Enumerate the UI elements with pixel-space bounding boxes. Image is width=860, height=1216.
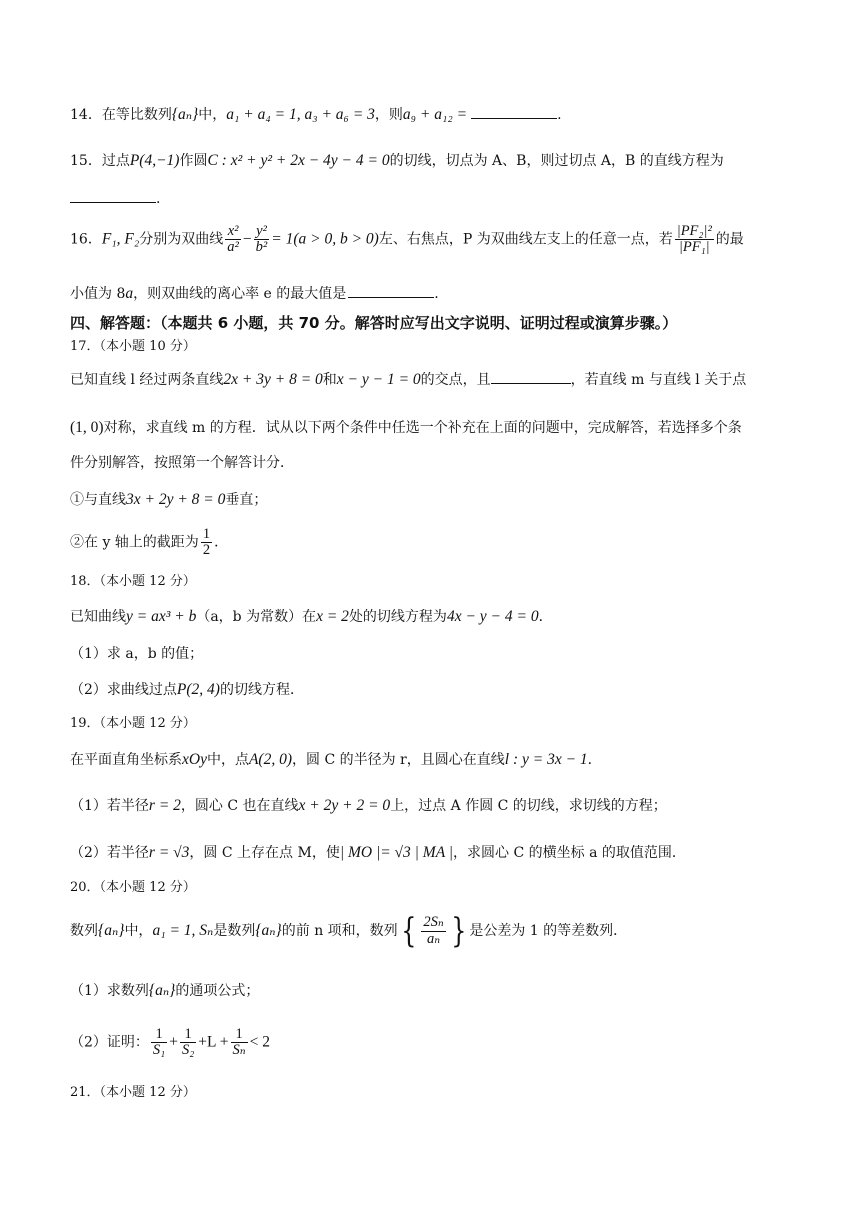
denominator: aₙ [426,930,441,947]
text: 小值为 8 [70,286,126,302]
math-line2: x − y − 1 = 0 [336,371,421,388]
text: 垂直； [225,492,268,508]
text: 在平面直角坐标系 [70,752,182,768]
math-line: x + 2y + 2 = 0 [298,797,391,814]
text: 中， [198,107,227,123]
denominator: 2 [202,542,211,559]
denominator: S₂ [181,1042,195,1059]
answer-blank[interactable] [348,285,434,298]
text: . [557,107,562,123]
question-16-line2 [70,285,800,304]
left-brace-icon: { [400,911,417,951]
math-curve: y = ax³ + b [126,608,197,625]
text: （1）若半径 [70,798,149,814]
question-20-line1 [70,911,800,951]
math-minus: − [242,230,252,248]
question-20-part1 [70,982,800,1001]
question-19-line1 [70,751,800,770]
math-point: P(4,−1) [129,152,180,169]
question-19-part1 [70,797,800,816]
text: ，若直线 m 与直线 l 关于点 [570,372,747,388]
fraction-2sn-an [421,915,445,946]
math-tangent: 4x − y − 4 = 0 [446,608,539,625]
question-17-heading: 17．（本小题 10 分） [70,339,196,354]
answer-blank[interactable] [70,190,156,203]
question-20-part2 [70,1027,800,1058]
text: 对称，求直线 m 的方程．试从以下两个条件中任选一个补充在上面的问题中，完成解答，若选择多个条 [103,420,742,436]
text: （1）求数列 [70,983,149,999]
text: ，则双曲线的离心率 e 的最大值是 [133,286,347,302]
question-20-heading: 20．（本小题 12 分） [70,880,196,895]
text: 中，点 [206,752,249,768]
question-number: 15． [70,153,102,169]
numerator: x² [225,224,241,240]
question-15 [70,152,800,171]
text: 是数列 [213,923,256,939]
math-condition: a₁ + a₄ = 1, a₃ + a₆ = 3 [226,106,375,123]
fraction-y2-b2 [254,224,270,255]
text: 左、右焦点，P 为双曲线左支上的任意一点，若 [378,231,673,248]
math-sequence: {aₙ} [98,922,125,939]
denominator: Sₙ [232,1042,246,1059]
text: 已知曲线 [70,609,126,625]
text: ． [214,534,229,551]
math-equation: = 1(a > 0, b > 0) [271,230,379,248]
fraction-1-s2 [180,1027,196,1058]
question-21-heading: 21．（本小题 12 分） [70,1085,196,1100]
math-init: a₁ = 1, Sₙ [152,922,214,939]
math-radius: r = √3 [148,844,190,861]
math-radius: r = 2 [148,797,181,814]
question-17-line3: 件分别解答，按照第一个解答计分． [70,455,294,471]
question-17-condition-2 [70,527,800,558]
question-14 [70,106,800,125]
question-18-part1: （1）求 a，b 的值； [70,646,204,662]
math-line: l : y = 3x − 1 [504,751,588,768]
fraction-1-s1 [151,1027,167,1058]
text: 和 [322,372,337,388]
math-a: a [125,285,134,302]
text: . [156,191,161,207]
numerator: 1 [231,1027,248,1043]
text: （2）若半径 [70,845,149,861]
text: ，圆心 C 也在直线 [180,798,299,814]
text: 数列 [70,923,98,939]
text: 的通项公式； [175,983,260,999]
question-16 [70,224,800,255]
math-sequence: {aₙ} [171,106,199,123]
answer-blank[interactable] [471,106,557,119]
text: 过点 [101,153,130,169]
numerator: y² [254,224,270,240]
question-19-heading: 19．（本小题 12 分） [70,716,196,731]
text: ，圆 C 上存在点 M，使 [189,845,340,861]
text: 的最 [715,231,744,248]
math-ellipsis: +L + [198,1033,229,1051]
text: （2）证明： [70,1034,149,1051]
text: ，圆 C 的半径为 r，且圆心在直线 [292,752,505,768]
text: ． [538,609,553,625]
math-point: (1, 0) [70,419,104,436]
text: 中， [124,923,153,939]
math-condition: | MO |= √3 | MA | [339,844,454,861]
math-inequality: < 2 [249,1033,271,1051]
math-point: A(2, 0) [248,751,292,768]
text: 是公差为 1 的等差数列． [469,923,628,939]
text: 的前 n 项和，数列 [281,923,398,939]
text: . [434,286,439,302]
question-18-heading: 18．（本小题 12 分） [70,574,196,589]
math-x: x = 2 [316,608,349,625]
numerator: |PF₂|² [676,223,712,239]
math-ask: a₉ + a₁₂ = [402,106,468,123]
numerator: 1 [202,526,211,542]
math-point: P(2, 4) [176,681,220,698]
question-15-line2 [70,190,800,208]
question-18-line1 [70,608,800,627]
question-19-part2 [70,844,800,863]
text: 已知直线 l 经过两条直线 [70,372,224,388]
question-17-line1 [70,371,800,390]
text: ①与直线 [70,492,126,508]
question-17-condition-1 [70,491,800,510]
math-xoy: xOy [182,751,207,768]
numerator: 1 [180,1027,196,1043]
math-foci: F₁, F₂ [101,230,140,248]
math-line1: 2x + 3y + 8 = 0 [223,371,323,388]
math-plus: + [169,1033,178,1051]
text: ②在 y 轴上的截距为 [70,534,199,551]
text: （2）求曲线过点 [70,682,177,698]
question-number: 16． [70,231,102,248]
denominator: b² [255,239,268,256]
numerator: 2Sₙ [423,914,444,931]
fraction-half [201,527,212,558]
denominator: a² [227,239,239,256]
section-heading: 四、解答题：（本题共 6 小题，共 70 分。解答时应写出文字说明、证明过程或演算步骤。） [70,314,678,332]
math-circle: C : x² + y² + 2x − 4y − 4 = 0 [207,152,390,169]
right-brace-icon: } [450,911,467,951]
text: 在等比数列 [101,107,172,123]
denominator: |PF₁| [678,239,710,256]
text: （a，b 为常数）在 [196,609,317,625]
text: ，求圆心 C 的横坐标 a 的取值范围． [453,845,686,861]
fraction-1-sn [231,1027,248,1058]
fraction-x2-a2 [225,224,241,255]
text: 的交点，且 [420,372,491,388]
text: 的切线，切点为 A、B，则过切点 A，B 的直线方程为 [389,153,724,169]
text: 分别为双曲线 [139,231,224,248]
math-line: 3x + 2y + 8 = 0 [126,491,226,508]
question-number: 14． [70,107,102,123]
text: 的切线方程． [219,682,304,698]
question-18-part2 [70,681,800,700]
denominator: S₁ [152,1042,166,1059]
text: 处的切线方程为 [348,609,447,625]
question-17-line2 [70,419,800,438]
text: ． [587,752,602,768]
math-sequence: {aₙ} [255,922,282,939]
text: ，则 [374,107,403,123]
answer-blank[interactable] [491,371,571,384]
text: 上，过点 A 作圆 C 的切线，求切线的方程； [390,798,667,814]
numerator: 1 [151,1027,167,1043]
text: 作圆 [179,153,208,169]
fraction-pf [675,224,714,255]
math-sequence: {aₙ} [148,982,176,999]
